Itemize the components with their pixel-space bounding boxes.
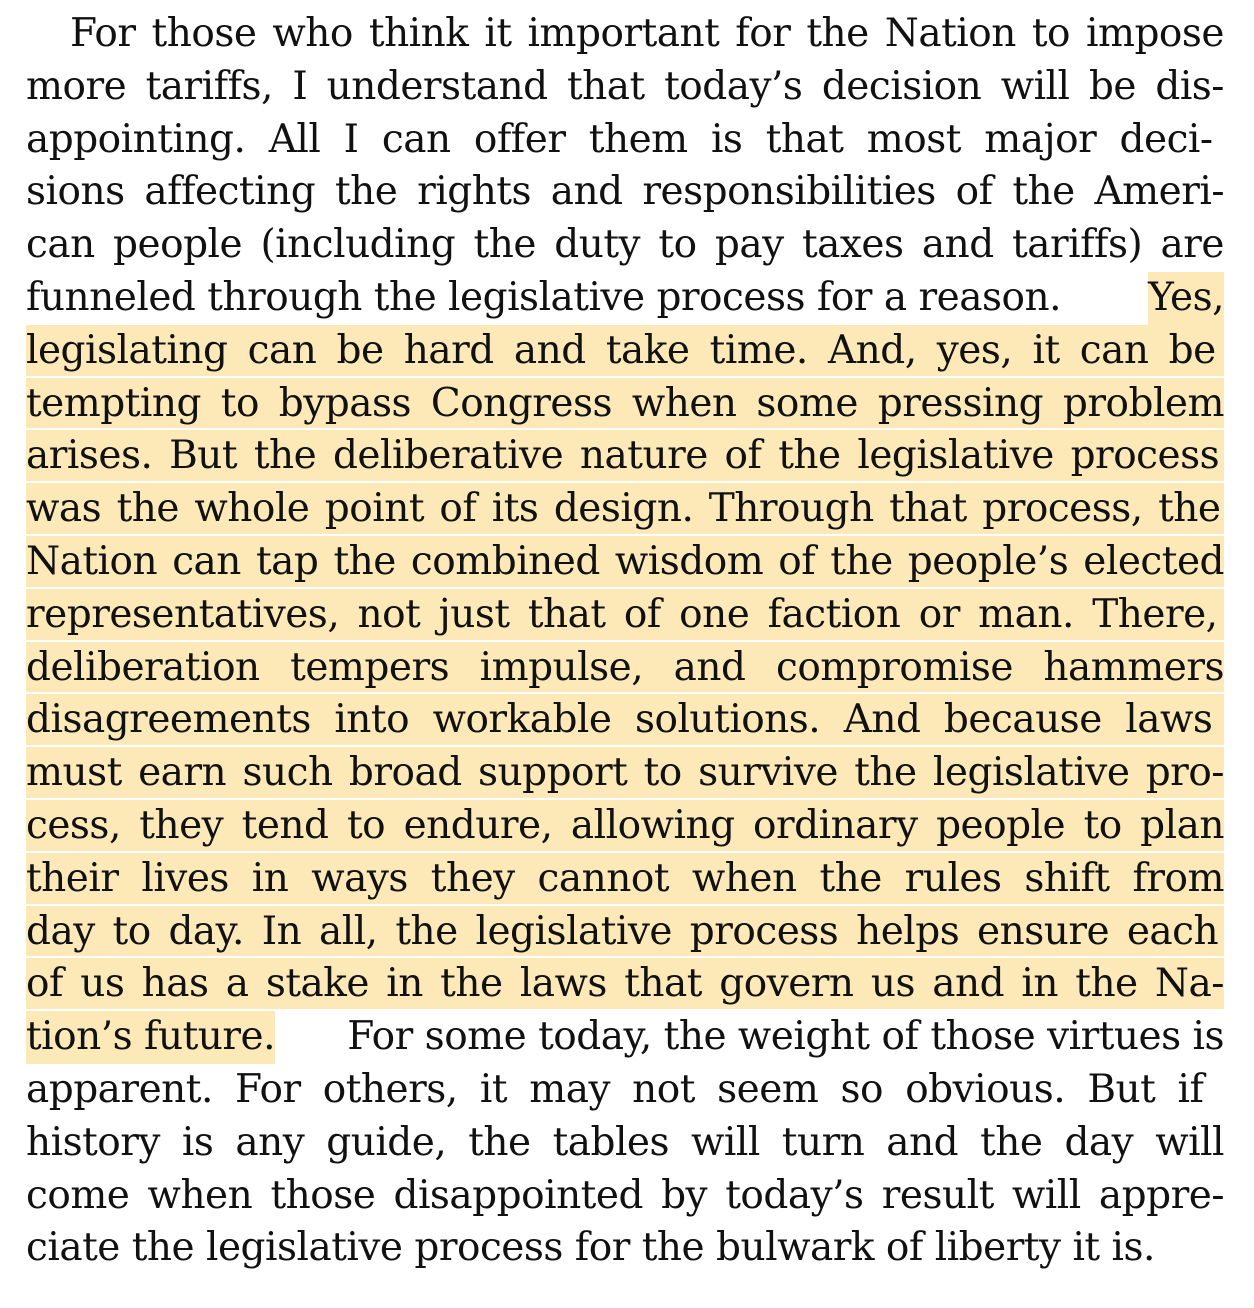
highlighted-line: disagreements into workable solutions. And because laws <box>26 694 1224 747</box>
highlighted-text: Yes, <box>1148 272 1224 325</box>
text-line: For those who think it important for the Nation to impose <box>70 11 1224 56</box>
text-line: history is any guide, the tables will turn and the day will <box>26 1119 1224 1165</box>
text-line: come when those disappointed by today’s result will appre- <box>26 1172 1224 1218</box>
highlighted-line: cess, they tend to endure, allowing ordinary people to plan <box>26 800 1224 853</box>
text-line-mixed <box>26 1011 1224 1064</box>
highlighted-line: their lives in ways they cannot when the rules shift from <box>26 853 1224 906</box>
text-line-plain-part: For some today, the weight of those virtues is <box>347 1014 1224 1060</box>
highlighted-line: Nation can tap the combined wisdom of the people’s elected <box>26 536 1224 589</box>
highlighted-line: was the whole point of its design. Through that process, the <box>26 483 1224 536</box>
text-line: can people (including the duty to pay taxes and tariffs) are <box>26 222 1224 268</box>
text-line-mixed <box>26 272 1224 325</box>
text-line: apparent. For others, it may not seem so obvious. But if <box>26 1066 1204 1112</box>
highlighted-line: day to day. In all, the legislative process helps ensure each <box>26 906 1224 959</box>
text-line: sions affecting the rights and responsibilities of the Ameri- <box>26 169 1224 215</box>
highlighted-line: of us has a stake in the laws that govern us and in the Na- <box>26 958 1224 1011</box>
highlighted-line: arises. But the deliberative nature of the legislative process <box>26 430 1224 483</box>
highlighted-text: tion’s future. <box>26 1011 275 1064</box>
opinion-paragraph <box>26 8 1224 1275</box>
highlighted-line: legislating can be hard and take time. And, yes, it can be <box>26 325 1224 378</box>
text-line: ciate the legislative process for the bulwark of liberty it is. <box>26 1225 1155 1271</box>
text-line-plain-part: funneled through the legislative process for a reason. <box>26 274 1061 320</box>
highlighted-line: must earn such broad support to survive the legislative pro- <box>26 747 1224 800</box>
text-line: appointing. All I can offer them is that most major deci- <box>26 116 1213 162</box>
text-line: more tariffs, I understand that today’s decision will be dis- <box>26 63 1224 109</box>
highlighted-line: representatives, not just that of one faction or man. There, <box>26 589 1224 642</box>
highlighted-line: deliberation tempers impulse, and compromise hammers <box>26 642 1224 695</box>
highlighted-line: tempting to bypass Congress when some pressing problem <box>26 378 1224 431</box>
